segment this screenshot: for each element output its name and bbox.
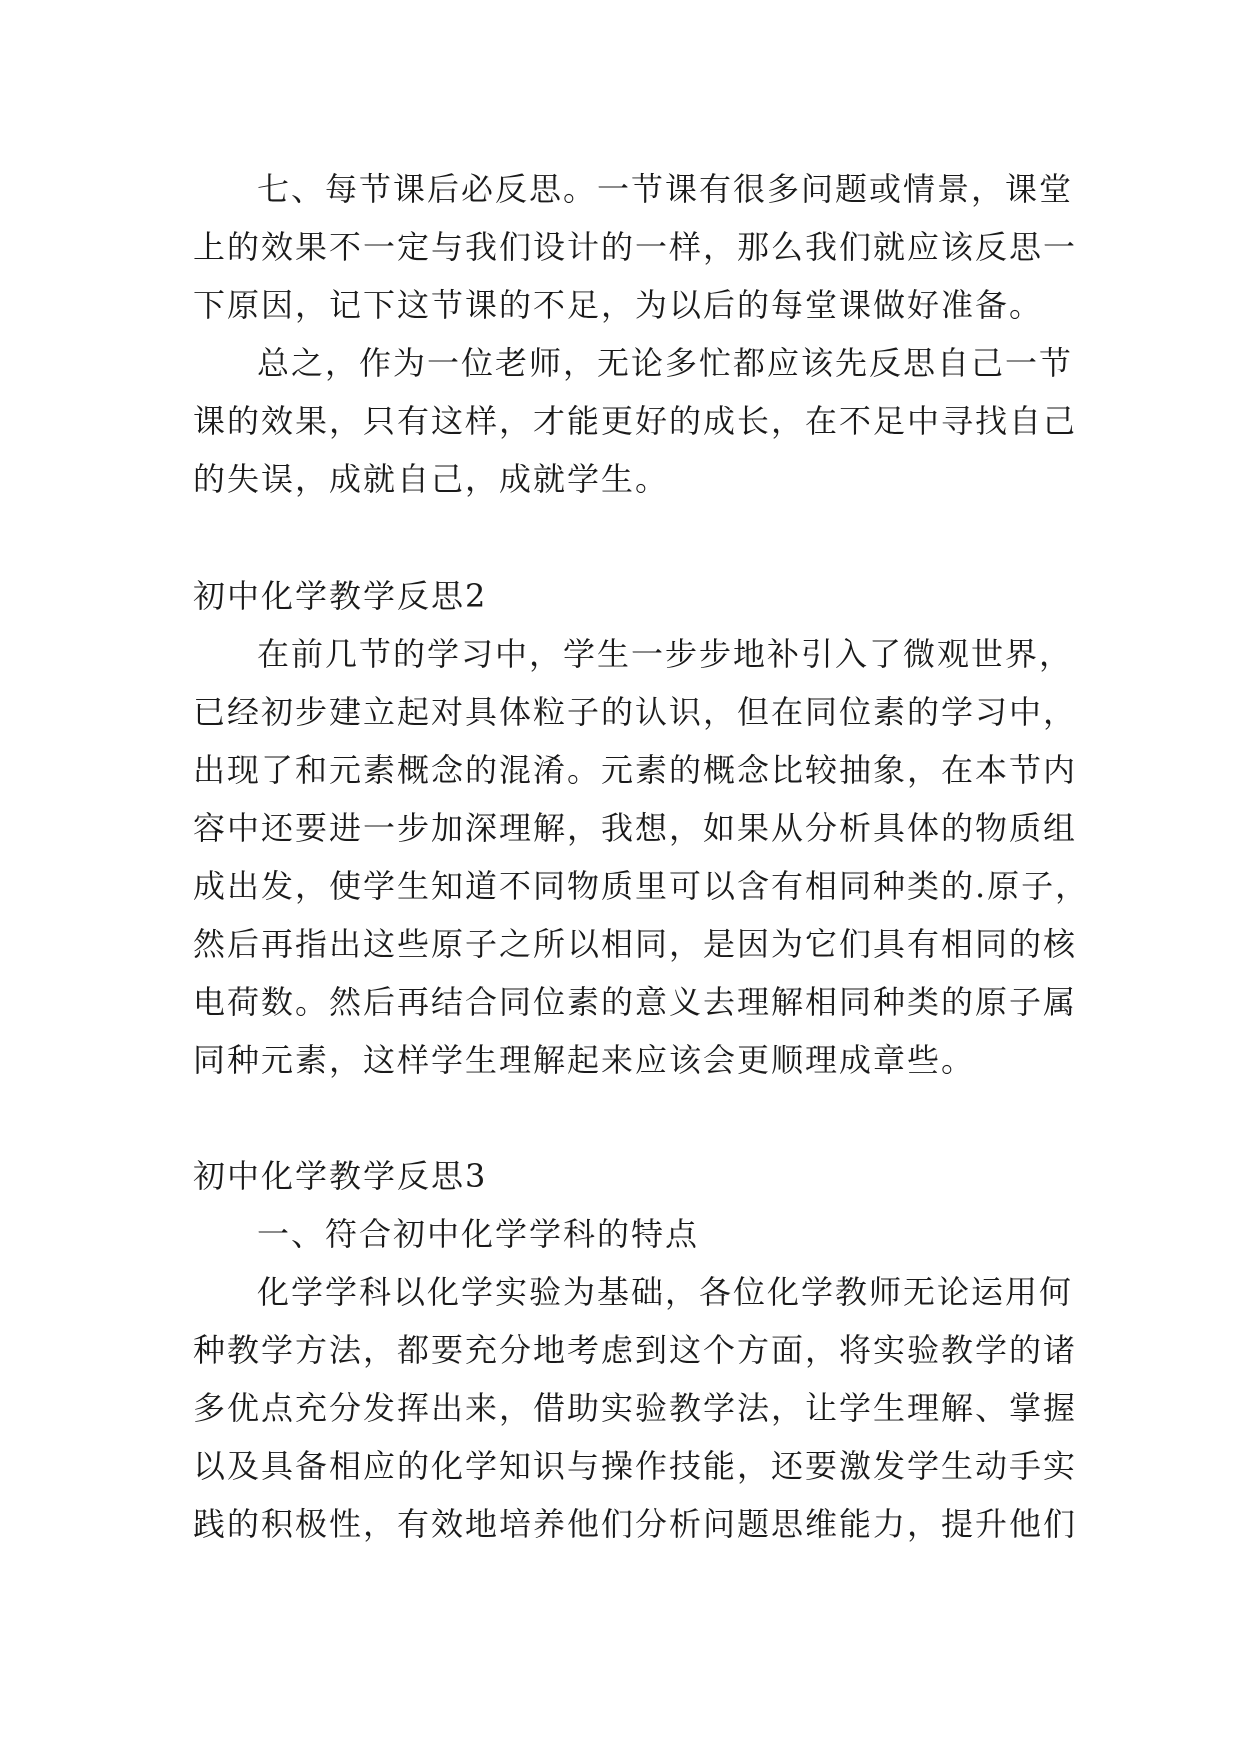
- subheading: 一、符合初中化学学科的特点: [257, 1215, 700, 1253]
- paragraph-line: 上的效果不一定与我们设计的一样，那么我们就应该反思一: [193, 228, 1078, 266]
- paragraph-line: 成出发，使学生知道不同物质里可以含有相同种类的.原子，: [193, 867, 1090, 905]
- paragraph-line: 在前几节的学习中，学生一步步地补引入了微观世界，: [257, 635, 1074, 673]
- paragraph-line: 以及具备相应的化学知识与操作技能，还要激发学生动手实: [193, 1447, 1078, 1485]
- paragraph-line: 总之，作为一位老师，无论多忙都应该先反思自己一节: [257, 344, 1074, 382]
- paragraph-line: 种教学方法，都要充分地考虑到这个方面，将实验教学的诸: [193, 1331, 1078, 1369]
- paragraph-line: 同种元素，这样学生理解起来应该会更顺理成章些。: [193, 1041, 976, 1079]
- paragraph-line: 化学学科以化学实验为基础，各位化学教师无论运用何: [257, 1273, 1074, 1311]
- paragraph-line: 多优点充分发挥出来，借助实验教学法，让学生理解、掌握: [193, 1389, 1078, 1427]
- paragraph-line: 出现了和元素概念的混淆。元素的概念比较抽象，在本节内: [193, 751, 1078, 789]
- paragraph-line: 电荷数。然后再结合同位素的意义去理解相同种类的原子属: [193, 983, 1078, 1021]
- section-heading: 初中化学教学反思3: [193, 1157, 488, 1195]
- paragraph-line: 的失误，成就自己，成就学生。: [193, 460, 670, 498]
- paragraph-line: 下原因，记下这节课的不足，为以后的每堂课做好准备。: [193, 286, 1044, 324]
- paragraph-line: 容中还要进一步加深理解，我想，如果从分析具体的物质组: [193, 809, 1078, 847]
- paragraph-line: 已经初步建立起对具体粒子的认识，但在同位素的学习中，: [193, 693, 1078, 731]
- paragraph-line: 课的效果，只有这样，才能更好的成长，在不足中寻找自己: [193, 402, 1078, 440]
- paragraph-line: 践的积极性，有效地培养他们分析问题思维能力，提升他们: [193, 1505, 1078, 1543]
- paragraph-line: 七、每节课后必反思。一节课有很多问题或情景，课堂: [257, 170, 1074, 208]
- paragraph-line: 然后再指出这些原子之所以相同，是因为它们具有相同的核: [193, 925, 1078, 963]
- section-heading: 初中化学教学反思2: [193, 577, 488, 615]
